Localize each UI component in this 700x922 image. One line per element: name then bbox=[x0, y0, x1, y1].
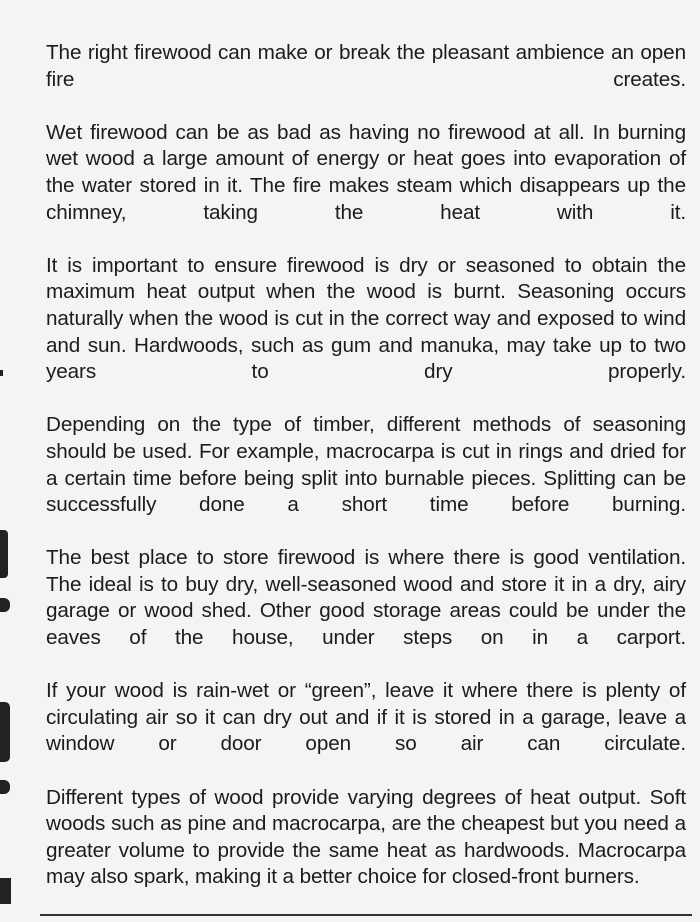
paragraph-ambience: The right firewood can make or break the pleasant ambience an open fire creates. bbox=[46, 41, 686, 91]
scan-edge-mark bbox=[0, 780, 10, 794]
paragraph-wet-firewood: Wet firewood can be as bad as having no firewood at all. In burning wet wood a large amount of energy or heat goes into evaporation of the water stored in it. The fire makes steam which disappears up the chimney, taking the heat with it. bbox=[46, 120, 686, 224]
scan-edge-mark bbox=[0, 598, 10, 612]
paragraph-wood-types: Different types of wood provide varying degrees of heat output. Soft woods such as pine and macrocarpa, are the cheapest but you need a greater volume to provide the same heat as hardwoods. Macrocarpa may also spark, making it a better choice for closed-front burners. bbox=[46, 785, 686, 889]
article-body bbox=[46, 40, 686, 891]
bottom-rule bbox=[40, 914, 692, 916]
paragraph-seasoning-methods: Depending on the type of timber, different methods of seasoning should be used. For example, macrocarpa is cut in rings and dried for a certain time before being split into burnable pieces. Splitting can be successfully done a short time before burning. bbox=[46, 413, 686, 517]
scan-edge-mark bbox=[0, 878, 11, 904]
scan-edge-mark bbox=[0, 530, 8, 578]
paragraph-storage: The best place to store firewood is where there is good ventilation. The ideal is to buy dry, well-seasoned wood and store it in a dry, airy garage or wood shed. Other good storage areas could be under the eaves of the house, under steps on in a carport. bbox=[46, 546, 686, 650]
paragraph-seasoning: It is important to ensure firewood is dry or seasoned to obtain the maximum heat output when the wood is burnt. Seasoning occurs naturally when the wood is cut in the correct way and exposed to wind and sun. Hardwoods, such as gum and manuka, may take up to two years to dry properly. bbox=[46, 253, 686, 384]
paragraph-green-wood: If your wood is rain-wet or “green”, leave it where there is plenty of circulating air so it can dry out and if it is stored in a garage, leave a window or door open so air can circulate. bbox=[46, 679, 686, 756]
scan-edge-mark bbox=[0, 702, 10, 762]
scan-edge-mark bbox=[0, 370, 3, 376]
